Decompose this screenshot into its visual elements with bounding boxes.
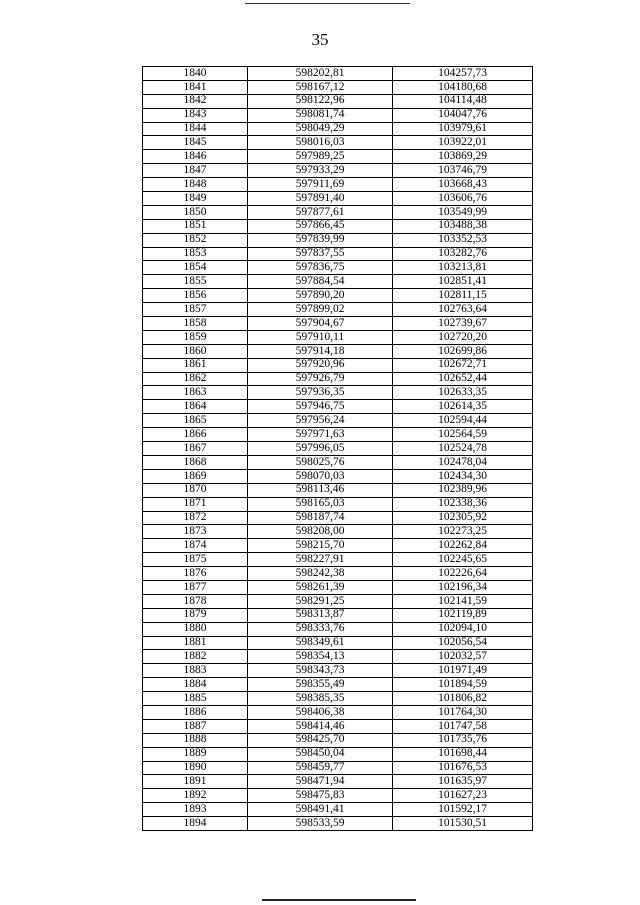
- table-row: [143, 636, 533, 650]
- point-number-cell: 1854: [143, 261, 248, 275]
- y-coordinate-cell: 103352,53: [393, 233, 533, 247]
- x-coordinate-cell: 597890,20: [248, 289, 393, 303]
- table-row: [143, 289, 533, 303]
- table-row: [143, 747, 533, 761]
- point-number-cell: 1867: [143, 442, 248, 456]
- x-coordinate-cell: 597926,79: [248, 372, 393, 386]
- y-coordinate-cell: 103979,61: [393, 122, 533, 136]
- y-coordinate-cell: 104114,48: [393, 94, 533, 108]
- y-coordinate-cell: 102434,30: [393, 469, 533, 483]
- point-number-cell: 1870: [143, 483, 248, 497]
- point-number-cell: 1878: [143, 594, 248, 608]
- y-coordinate-cell: 102720,20: [393, 330, 533, 344]
- y-coordinate-cell: 103668,43: [393, 178, 533, 192]
- point-number-cell: 1855: [143, 275, 248, 289]
- y-coordinate-cell: 102032,57: [393, 650, 533, 664]
- point-number-cell: 1852: [143, 233, 248, 247]
- point-number-cell: 1872: [143, 511, 248, 525]
- table-row: [143, 275, 533, 289]
- x-coordinate-cell: 597899,02: [248, 303, 393, 317]
- x-coordinate-cell: 597911,69: [248, 178, 393, 192]
- point-number-cell: 1857: [143, 303, 248, 317]
- x-coordinate-cell: 598450,04: [248, 747, 393, 761]
- y-coordinate-cell: 101698,44: [393, 747, 533, 761]
- y-coordinate-cell: 102739,67: [393, 317, 533, 331]
- x-coordinate-cell: 597910,11: [248, 330, 393, 344]
- x-coordinate-cell: 598475,83: [248, 789, 393, 803]
- y-coordinate-cell: 101894,59: [393, 678, 533, 692]
- point-number-cell: 1845: [143, 136, 248, 150]
- x-coordinate-cell: 598459,77: [248, 761, 393, 775]
- y-coordinate-cell: 101764,30: [393, 705, 533, 719]
- point-number-cell: 1894: [143, 817, 248, 831]
- point-number-cell: 1860: [143, 344, 248, 358]
- table-row: [143, 817, 533, 831]
- table-row: [143, 67, 533, 81]
- y-coordinate-cell: 102524,78: [393, 442, 533, 456]
- table-row: [143, 205, 533, 219]
- table-row: [143, 455, 533, 469]
- point-number-cell: 1877: [143, 580, 248, 594]
- point-number-cell: 1879: [143, 608, 248, 622]
- point-number-cell: 1850: [143, 205, 248, 219]
- point-number-cell: 1885: [143, 692, 248, 706]
- point-number-cell: 1861: [143, 358, 248, 372]
- table-row: [143, 705, 533, 719]
- y-coordinate-cell: 101627,23: [393, 789, 533, 803]
- point-number-cell: 1881: [143, 636, 248, 650]
- x-coordinate-cell: 597836,75: [248, 261, 393, 275]
- x-coordinate-cell: 598261,39: [248, 580, 393, 594]
- point-number-cell: 1843: [143, 108, 248, 122]
- x-coordinate-cell: 598208,00: [248, 525, 393, 539]
- x-coordinate-cell: 597866,45: [248, 219, 393, 233]
- point-number-cell: 1886: [143, 705, 248, 719]
- y-coordinate-cell: 102594,44: [393, 414, 533, 428]
- y-coordinate-cell: 101747,58: [393, 719, 533, 733]
- y-coordinate-cell: 102672,71: [393, 358, 533, 372]
- x-coordinate-cell: 597891,40: [248, 192, 393, 206]
- x-coordinate-cell: 597946,75: [248, 400, 393, 414]
- table-row: [143, 386, 533, 400]
- x-coordinate-cell: 598187,74: [248, 511, 393, 525]
- y-coordinate-cell: 102119,89: [393, 608, 533, 622]
- x-coordinate-cell: 598349,61: [248, 636, 393, 650]
- y-coordinate-cell: 102564,59: [393, 428, 533, 442]
- table-row: [143, 442, 533, 456]
- table-row: [143, 80, 533, 94]
- table-row: [143, 164, 533, 178]
- table-row: [143, 733, 533, 747]
- table-row: [143, 414, 533, 428]
- point-number-cell: 1889: [143, 747, 248, 761]
- x-coordinate-cell: 598343,73: [248, 664, 393, 678]
- y-coordinate-cell: 101530,51: [393, 817, 533, 831]
- point-number-cell: 1849: [143, 192, 248, 206]
- x-coordinate-cell: 598425,70: [248, 733, 393, 747]
- table-row: [143, 136, 533, 150]
- table-row: [143, 192, 533, 206]
- point-number-cell: 1868: [143, 455, 248, 469]
- y-coordinate-cell: 102652,44: [393, 372, 533, 386]
- y-coordinate-cell: 101971,49: [393, 664, 533, 678]
- y-coordinate-cell: 101635,97: [393, 775, 533, 789]
- x-coordinate-cell: 598215,70: [248, 539, 393, 553]
- point-number-cell: 1874: [143, 539, 248, 553]
- y-coordinate-cell: 102305,92: [393, 511, 533, 525]
- table-row: [143, 678, 533, 692]
- x-coordinate-cell: 597877,61: [248, 205, 393, 219]
- x-coordinate-cell: 598414,46: [248, 719, 393, 733]
- x-coordinate-cell: 598113,46: [248, 483, 393, 497]
- point-number-cell: 1858: [143, 317, 248, 331]
- table-row: [143, 622, 533, 636]
- point-number-cell: 1875: [143, 553, 248, 567]
- point-number-cell: 1863: [143, 386, 248, 400]
- x-coordinate-cell: 597936,35: [248, 386, 393, 400]
- y-coordinate-cell: 102338,36: [393, 497, 533, 511]
- x-coordinate-cell: 598016,03: [248, 136, 393, 150]
- table-row: [143, 553, 533, 567]
- point-number-cell: 1851: [143, 219, 248, 233]
- y-coordinate-cell: 104047,76: [393, 108, 533, 122]
- x-coordinate-cell: 598406,38: [248, 705, 393, 719]
- y-coordinate-cell: 103869,29: [393, 150, 533, 164]
- point-number-cell: 1841: [143, 80, 248, 94]
- y-coordinate-cell: 101735,76: [393, 733, 533, 747]
- x-coordinate-cell: 597914,18: [248, 344, 393, 358]
- table-row: [143, 233, 533, 247]
- y-coordinate-cell: 103282,76: [393, 247, 533, 261]
- table-row: [143, 539, 533, 553]
- point-number-cell: 1893: [143, 803, 248, 817]
- table-row: [143, 178, 533, 192]
- table-row: [143, 525, 533, 539]
- bottom-rule: [262, 899, 416, 901]
- table-row: [143, 150, 533, 164]
- x-coordinate-cell: 598167,12: [248, 80, 393, 94]
- y-coordinate-cell: 102633,35: [393, 386, 533, 400]
- x-coordinate-cell: 598471,94: [248, 775, 393, 789]
- y-coordinate-cell: 103922,01: [393, 136, 533, 150]
- x-coordinate-cell: 597839,99: [248, 233, 393, 247]
- y-coordinate-cell: 101806,82: [393, 692, 533, 706]
- y-coordinate-cell: 103606,76: [393, 192, 533, 206]
- point-number-cell: 1866: [143, 428, 248, 442]
- point-number-cell: 1892: [143, 789, 248, 803]
- point-number-cell: 1882: [143, 650, 248, 664]
- point-number-cell: 1846: [143, 150, 248, 164]
- table-row: [143, 650, 533, 664]
- point-number-cell: 1873: [143, 525, 248, 539]
- table-row: [143, 358, 533, 372]
- y-coordinate-cell: 102851,41: [393, 275, 533, 289]
- table-row: [143, 428, 533, 442]
- point-number-cell: 1883: [143, 664, 248, 678]
- y-coordinate-cell: 104180,68: [393, 80, 533, 94]
- point-number-cell: 1876: [143, 567, 248, 581]
- table-row: [143, 261, 533, 275]
- table-row: [143, 567, 533, 581]
- point-number-cell: 1869: [143, 469, 248, 483]
- point-number-cell: 1844: [143, 122, 248, 136]
- x-coordinate-cell: 598333,76: [248, 622, 393, 636]
- table-row: [143, 692, 533, 706]
- x-coordinate-cell: 598165,03: [248, 497, 393, 511]
- x-coordinate-cell: 598242,38: [248, 567, 393, 581]
- point-number-cell: 1880: [143, 622, 248, 636]
- x-coordinate-cell: 598227,91: [248, 553, 393, 567]
- table-row: [143, 247, 533, 261]
- x-coordinate-cell: 597904,67: [248, 317, 393, 331]
- y-coordinate-cell: 102141,59: [393, 594, 533, 608]
- y-coordinate-cell: 102056,54: [393, 636, 533, 650]
- y-coordinate-cell: 103213,81: [393, 261, 533, 275]
- x-coordinate-cell: 597837,55: [248, 247, 393, 261]
- table-row: [143, 400, 533, 414]
- page-number: 35: [311, 30, 329, 49]
- point-number-cell: 1840: [143, 67, 248, 81]
- x-coordinate-cell: 597989,25: [248, 150, 393, 164]
- y-coordinate-cell: 102614,35: [393, 400, 533, 414]
- x-coordinate-cell: 598385,35: [248, 692, 393, 706]
- table-row: [143, 303, 533, 317]
- x-coordinate-cell: 598070,03: [248, 469, 393, 483]
- x-coordinate-cell: 598491,41: [248, 803, 393, 817]
- table-row: [143, 775, 533, 789]
- y-coordinate-cell: 103746,79: [393, 164, 533, 178]
- table-row: [143, 608, 533, 622]
- table-row: [143, 108, 533, 122]
- x-coordinate-cell: 597971,63: [248, 428, 393, 442]
- point-number-cell: 1859: [143, 330, 248, 344]
- x-coordinate-cell: 598355,49: [248, 678, 393, 692]
- table-row: [143, 372, 533, 386]
- y-coordinate-cell: 102262,84: [393, 539, 533, 553]
- table-row: [143, 344, 533, 358]
- y-coordinate-cell: 102094,10: [393, 622, 533, 636]
- x-coordinate-cell: 598025,76: [248, 455, 393, 469]
- x-coordinate-cell: 598122,96: [248, 94, 393, 108]
- x-coordinate-cell: 598313,87: [248, 608, 393, 622]
- table-row: [143, 761, 533, 775]
- y-coordinate-cell: 102273,25: [393, 525, 533, 539]
- x-coordinate-cell: 597933,29: [248, 164, 393, 178]
- table-row: [143, 594, 533, 608]
- point-number-cell: 1871: [143, 497, 248, 511]
- point-number-cell: 1890: [143, 761, 248, 775]
- y-coordinate-cell: 101676,53: [393, 761, 533, 775]
- table-row: [143, 122, 533, 136]
- table-row: [143, 483, 533, 497]
- table-row: [143, 497, 533, 511]
- y-coordinate-cell: 102811,15: [393, 289, 533, 303]
- table-row: [143, 330, 533, 344]
- table-row: [143, 469, 533, 483]
- y-coordinate-cell: 102763,64: [393, 303, 533, 317]
- table-row: [143, 664, 533, 678]
- coordinates-table-body: [143, 67, 533, 831]
- y-coordinate-cell: 102226,64: [393, 567, 533, 581]
- y-coordinate-cell: 102196,34: [393, 580, 533, 594]
- x-coordinate-cell: 598202,81: [248, 67, 393, 81]
- x-coordinate-cell: 597956,24: [248, 414, 393, 428]
- y-coordinate-cell: 102699,86: [393, 344, 533, 358]
- point-number-cell: 1888: [143, 733, 248, 747]
- x-coordinate-cell: 598081,74: [248, 108, 393, 122]
- table-row: [143, 719, 533, 733]
- point-number-cell: 1847: [143, 164, 248, 178]
- x-coordinate-cell: 598533,59: [248, 817, 393, 831]
- y-coordinate-cell: 101592,17: [393, 803, 533, 817]
- table-row: [143, 94, 533, 108]
- point-number-cell: 1865: [143, 414, 248, 428]
- point-number-cell: 1884: [143, 678, 248, 692]
- table-row: [143, 511, 533, 525]
- x-coordinate-cell: 598049,29: [248, 122, 393, 136]
- y-coordinate-cell: 102245,65: [393, 553, 533, 567]
- point-number-cell: 1862: [143, 372, 248, 386]
- x-coordinate-cell: 597920,96: [248, 358, 393, 372]
- y-coordinate-cell: 102389,96: [393, 483, 533, 497]
- x-coordinate-cell: 598291,25: [248, 594, 393, 608]
- point-number-cell: 1864: [143, 400, 248, 414]
- table-row: [143, 789, 533, 803]
- table-row: [143, 317, 533, 331]
- point-number-cell: 1853: [143, 247, 248, 261]
- point-number-cell: 1848: [143, 178, 248, 192]
- x-coordinate-cell: 597884,54: [248, 275, 393, 289]
- x-coordinate-cell: 597996,05: [248, 442, 393, 456]
- y-coordinate-cell: 103488,38: [393, 219, 533, 233]
- point-number-cell: 1842: [143, 94, 248, 108]
- table-row: [143, 580, 533, 594]
- y-coordinate-cell: 102478,04: [393, 455, 533, 469]
- table-row: [143, 803, 533, 817]
- y-coordinate-cell: 104257,73: [393, 67, 533, 81]
- coordinates-table: [142, 66, 533, 831]
- point-number-cell: 1891: [143, 775, 248, 789]
- point-number-cell: 1887: [143, 719, 248, 733]
- top-rule: [245, 3, 410, 4]
- y-coordinate-cell: 103549,99: [393, 205, 533, 219]
- point-number-cell: 1856: [143, 289, 248, 303]
- x-coordinate-cell: 598354,13: [248, 650, 393, 664]
- table-row: [143, 219, 533, 233]
